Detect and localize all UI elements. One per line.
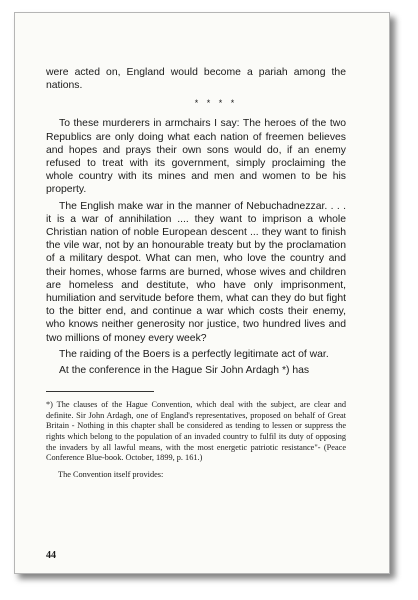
footnote-hague-convention: *) The clauses of the Hague Convention, which deal with the subject, are clear and definite. Sir John Ardagh, one of England's representatives, proposed on behalf of Great Britain - Nothing in this chapter shall be considered as tending to lessen or suppress the rights which belong to the population of an invaded country to fulfil its duty of opposing the invaders by all lawful means, with the most energetic patriotic resistance"- (Peace Conference Blue-book. October, 1899, p. 161.) [46,400,346,463]
paragraph-nebuchadnezzar: The English make war in the manner of Nebuchadnezzar. . . . it is a war of annihilation .... they want to imprison a whole Christian nation of noble European descent ... they want to finish the vile war, not by an honourable treaty but by the proclamation of a military despot. What can men, who love the country and their homes, whose farms are burned, whose wives and children are homeless and destitute, who have only imprisonment, humiliation and servitude before them, what can they do but fight to the bitter end, and continue a war which costs their enemy, who knows neither generosity nor justice, two hundred lives and two millions of money every week? [46,200,346,344]
footnote-convention-provides: The Convention itself provides: [58,469,164,479]
section-separator: * * * * [194,98,238,109]
paragraph-hague: At the conference in the Hague Sir John Ardagh *) has [59,365,310,377]
page-content [46,66,346,480]
paragraph-murderers: To these murderers in armchairs I say: The heroes of the two Republics are only doing what each nation of freemen believes and hopes and prays their own sons would do, if an enemy refused to treat with its government, simply proclaiming the whole country with its mines and men and women to be his property. [46,118,346,196]
footnote-rule [46,391,154,392]
paragraph-raiding: The raiding of the Boers is a perfectly legitimate act of war. [59,348,329,360]
paragraph-continuation: were acted on, England would become a pariah among the nations. [46,67,346,92]
page-number: 44 [46,550,56,561]
